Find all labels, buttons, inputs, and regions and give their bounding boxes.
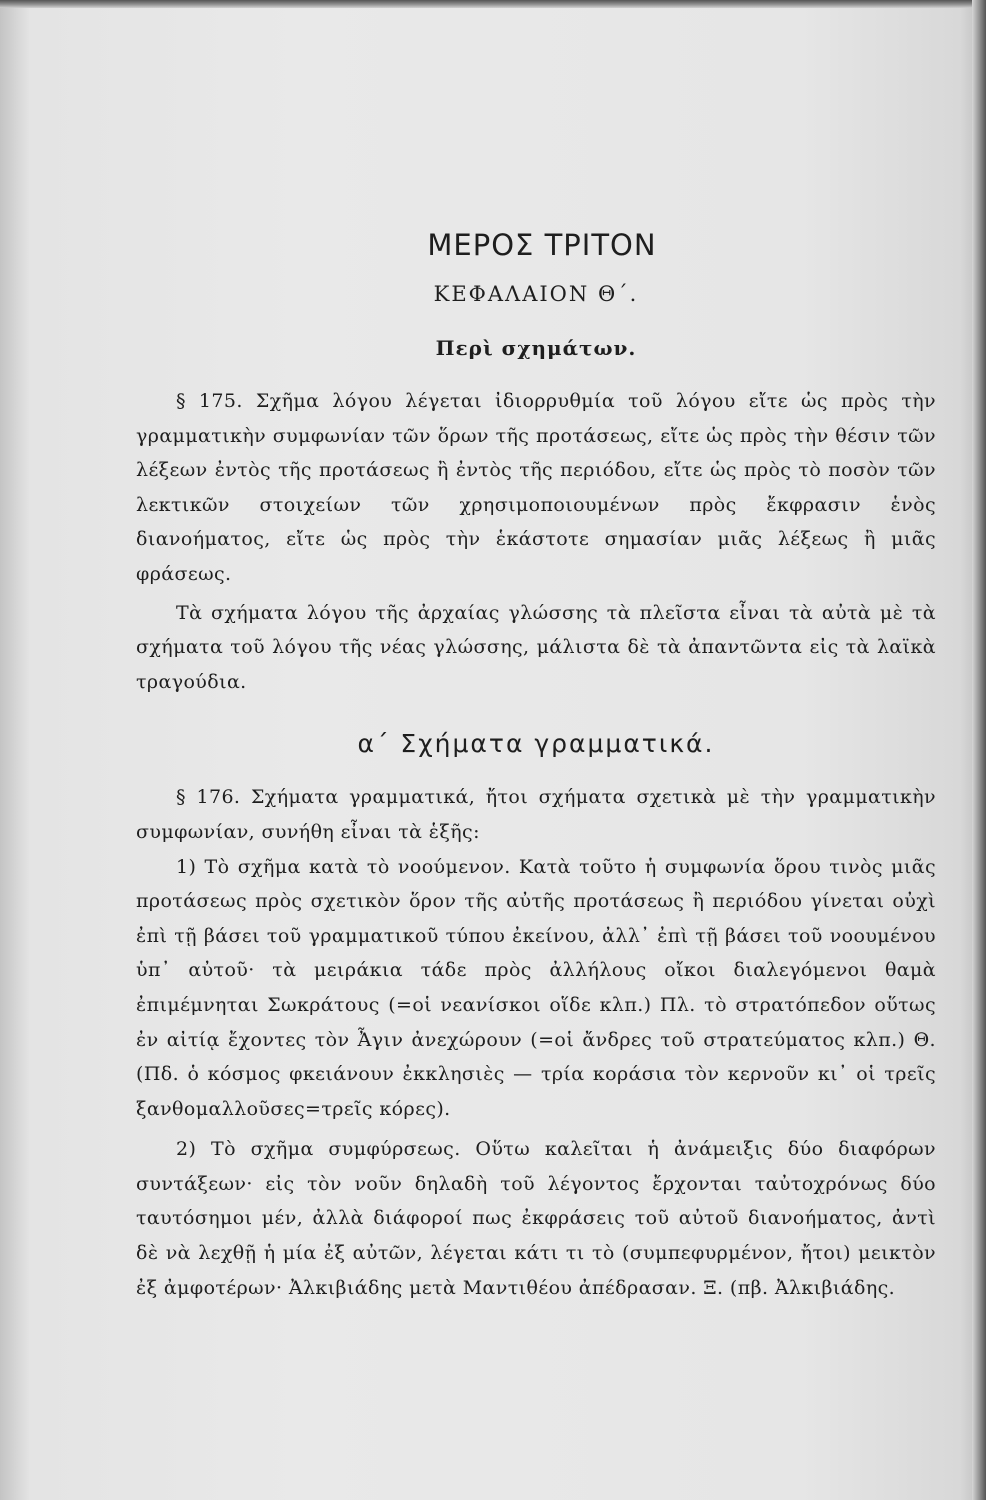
- document-body: [136, 228, 936, 1305]
- paragraph-symfyrseos: 2) Τὸ σχῆμα συμφύρσεως. Οὕτω καλεῖται ἡ ἀνάμειξις δύο διαφόρων συντάξεων· εἰς τὸν νοῦν δηλαδὴ τοῦ λέγοντος ἔρχονται ταὐτοχρόνως δύο ταυτόσημοι μέν, ἀλλὰ διάφοροί πως ἐκφράσεις τοῦ αὐτοῦ διανοήματος, ἀντὶ δὲ νὰ λεχθῇ ἡ μία ἐξ αὐτῶν, λέγεται κάτι τι τὸ (συμπεφυρμένον, ἤτοι) μεικτὸν ἐξ ἀμφοτέρων· Ἀλκιβιάδης μετὰ Μαντιθέου ἀπέδρασαν. Ξ. (πβ. Ἀλκιβιάδης.: [136, 1138, 936, 1299]
- chapter-title: ΚΕΦΑΛΑΙΟΝ Θ΄.: [433, 282, 639, 306]
- paragraph-schemata-intro: Τὰ σχήματα λόγου τῆς ἀρχαίας γλώσσης τὰ πλεῖστα εἶναι τὰ αὐτὰ μὲ τὰ σχήματα τοῦ λόγου τῆς νέας γλώσσης, μάλιστα δὲ τὰ ἀπαντῶντα εἰς τὰ λαϊκὰ τραγούδια.: [136, 601, 936, 693]
- paragraph-kata-to-nooumenon: 1) Τὸ σχῆμα κατὰ τὸ νοούμενον. Κατὰ τοῦτο ἡ συμφωνία ὅρου τινὸς μιᾶς προτάσεως πρὸς σχετικὸν ὅρον τῆς αὐτῆς προτάσεως ἢ περιόδου γίνεται οὐχὶ ἐπὶ τῇ βάσει τοῦ γραμματικοῦ τύπου ἐκείνου, ἀλλ᾿ ἐπὶ τῇ βάσει τοῦ νοουμένου ὑπ᾿ αὐτοῦ· τὰ μειράκια τάδε πρὸς ἀλλήλους οἴκοι διαλεγόμενοι θαμὰ ἐπιμέμνηται Σωκράτους (=οἱ νεανίσκοι οἵδε κλπ.) Πλ. τὸ στρατόπεδον οὕτως ἐν αἰτίᾳ ἔχοντες τὸν Ἆγιν ἀνεχώρουν (=οἱ ἄνδρες τοῦ στρατεύματος κλπ.) Θ. (Πδ. ὁ κόσμος φκειάνουν ἐκκλησιὲς — τρία κοράσια τὸν κερνοῦν κι᾿ οἱ τρεῖς ξανθομαλλοῦσες=τρεῖς κόρες).: [136, 855, 936, 1120]
- paragraph-175: § 175. Σχῆμα λόγου λέγεται ἰδιορρυθμία τοῦ λόγου εἴτε ὡς πρὸς τὴν γραμματικὴν συμφωνίαν τῶν ὅρων τῆς προτάσεως, εἴτε ὡς πρὸς τὴν θέσιν τῶν λέξεων ἐντὸς τῆς προτάσεως ἢ ἐντὸς τῆς περιόδου, εἴτε ὡς πρὸς τὸ ποσὸν τῶν λεκτικῶν στοιχείων τῶν χρησιμοποιουμένων πρὸς ἔκφρασιν ἑνὸς διανοήματος, εἴτε ὡς πρὸς τὴν ἑκάστοτε σημασίαν μιᾶς λέξεως ἢ μιᾶς φράσεως.: [136, 390, 936, 585]
- part-title: ΜΕΡΟΣ ΤΡΙΤΟΝ: [427, 228, 657, 262]
- paragraph-176: § 176. Σχήματα γραμματικά, ἤτοι σχήματα σχετικὰ μὲ τὴν γραμματικὴν συμφωνίαν, συνήθη εἶναι τὰ ἑξῆς:: [136, 786, 936, 843]
- page-top-edge: [0, 0, 986, 8]
- section-title: Περὶ σχημάτων.: [435, 336, 637, 360]
- page-right-edge: [972, 0, 986, 1500]
- subsection-heading: α΄ Σχήματα γραμματικά.: [357, 729, 715, 759]
